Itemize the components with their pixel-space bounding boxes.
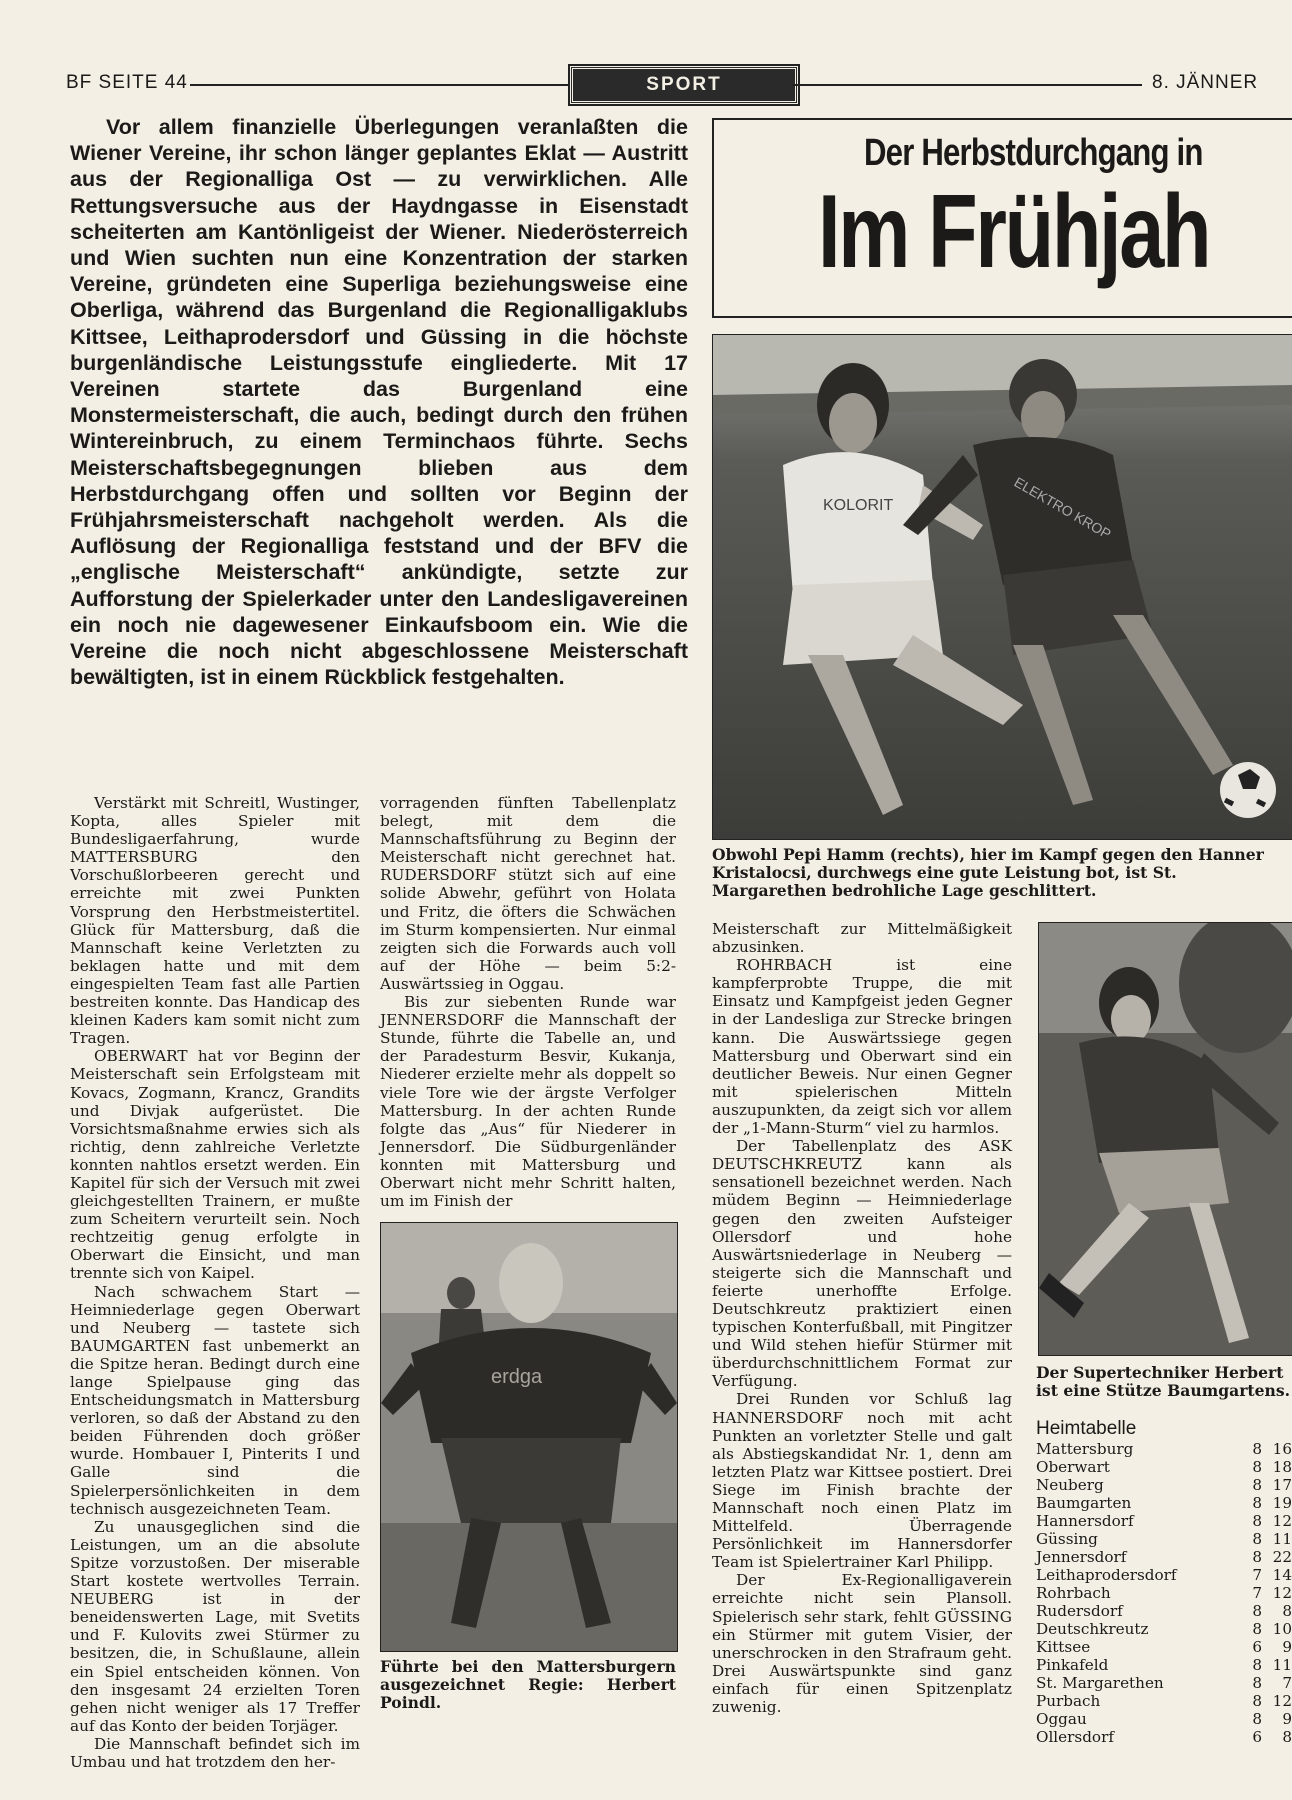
jersey-text-1: KOLORIT	[823, 497, 894, 514]
paragraph-guessing: Der Ex-Regionalligaverein erreichte nicht sein Plansoll. Spielerisch sehr stark, fehlt GÜSSING ein Stürmer mit gutem Visier, der unerschrocken in den Strafraum geht. Drei Auswärtspunkte sind ganz einfach für einen Spitzenplatz zuwenig.	[712, 1571, 1012, 1717]
paragraph-oberwart: OBERWART hat vor Beginn der Meisterschaft sein Erfolgsteam mit Kovacs, Zogmann, Krancz, Grandits und Divjak aufgerüstet. Die Vorsichtsmaßnahme erwies sich als richtig, denn zahlreiche Verletzte konnten nahtlos ersetzt werden. Ein Kapitel für sich der Versuch mit zwei gleichgestellten Trainern, er mußte zum Scheitern verurteilt sein. Noch rechtzeitig genug erfolgte in Oberwart die Einsicht, und man trennte sich von Kaipel.	[70, 1047, 360, 1283]
points: 12	[1272, 1692, 1292, 1710]
games-played: 6	[1252, 1728, 1262, 1746]
article-column-3	[712, 920, 1012, 1716]
photo-football-duel	[712, 334, 1292, 840]
team-name: Jennersdorf	[1036, 1548, 1127, 1566]
points: 12	[1272, 1512, 1292, 1530]
games-played: 8	[1252, 1602, 1262, 1620]
points: 19	[1272, 1494, 1292, 1512]
table-row	[1036, 1674, 1292, 1692]
table-row	[1036, 1710, 1292, 1728]
headline-box	[712, 118, 1292, 318]
games-played: 8	[1252, 1620, 1262, 1638]
issue-date: 8. JÄNNER	[1152, 72, 1259, 93]
team-name: Deutschkreutz	[1036, 1620, 1149, 1638]
points: 16	[1272, 1440, 1292, 1458]
header-rule-right	[792, 84, 1142, 86]
points: 22	[1272, 1548, 1292, 1566]
games-played: 8	[1252, 1674, 1262, 1692]
article-column-2	[380, 794, 676, 1210]
team-name: Ollersdorf	[1036, 1728, 1114, 1746]
jersey-text-3: erdga	[491, 1366, 543, 1388]
team-name: Oberwart	[1036, 1458, 1110, 1476]
table-row	[1036, 1548, 1292, 1566]
paragraph-baumgarten: Nach schwachem Start — Heimniederlage gegen Oberwart und Neuberg — tastete sich BAUMGARTEN fast unbemerkt an die Spitze heran. Bedingt durch eine lange Spielpause ging das Entscheidungsmatch in Mattersburg verloren, so daß der Abstand zu den beiden Führenden doch größer wurde. Hombauer I, Pinterits I und Galle sind die Spielerpersönlichkeiten in dem technisch ausgezeichneten Team.	[70, 1282, 360, 1518]
photo-herbert-poindl	[380, 1222, 678, 1652]
points: 11	[1272, 1656, 1292, 1674]
points: 11	[1272, 1530, 1292, 1548]
games-played: 8	[1252, 1512, 1262, 1530]
table-row	[1036, 1440, 1292, 1458]
points: 7	[1282, 1674, 1292, 1692]
table-row	[1036, 1566, 1292, 1584]
games-played: 8	[1252, 1656, 1262, 1674]
games-played: 8	[1252, 1440, 1262, 1458]
team-name: Mattersburg	[1036, 1440, 1134, 1458]
article-column-1	[70, 794, 360, 1771]
games-played: 8	[1252, 1458, 1262, 1476]
home-table	[1036, 1440, 1292, 1746]
table-row	[1036, 1584, 1292, 1602]
team-name: Pinkafeld	[1036, 1656, 1109, 1674]
table-row	[1036, 1620, 1292, 1638]
table-row	[1036, 1530, 1292, 1548]
table-row	[1036, 1692, 1292, 1710]
games-played: 7	[1252, 1584, 1262, 1602]
table-title: Heimtabelle	[1036, 1418, 1137, 1439]
paragraph-rohrbach: ROHRBACH ist eine kampferprobte Truppe, die mit Einsatz und Kampfgeist jeden Gegner in der Landesliga zur Strecke bringen kann. Die Auswärtssiege gegen Mattersburg und Oberwart sind ein deutlicher Beweis. Nur einen Gegner mit spielerischen Mitteln auszupunkten, da zeigt sich vor allem der „1-Mann-Sturm“ viel zu harmlos.	[712, 956, 1012, 1138]
team-name: Hannersdorf	[1036, 1512, 1134, 1530]
team-name: Rudersdorf	[1036, 1602, 1123, 1620]
games-played: 6	[1252, 1638, 1262, 1656]
table-row	[1036, 1512, 1292, 1530]
table-row	[1036, 1602, 1292, 1620]
points: 8	[1282, 1728, 1292, 1746]
games-played: 7	[1252, 1566, 1262, 1584]
paragraph-jennersdorf: Bis zur siebenten Runde war JENNERSDORF die Mannschaft der Stunde, führte die Tabelle an, und der Paradesturm Besvir, Kukanja, Niederer erzielte mehr als doppelt so viele Tore wie der ärgste Verfolger Mattersburg. In der achten Runde folgte das „Aus“ für Niederer in Jennersdorf. Die Südburgenländer konnten mit Mattersburg und Oberwart nicht mehr Schritt halten, um im Finish der	[380, 993, 676, 1211]
team-name: St. Margarethen	[1036, 1674, 1164, 1692]
table-row	[1036, 1656, 1292, 1674]
team-name: Rohrbach	[1036, 1584, 1111, 1602]
points: 9	[1282, 1710, 1292, 1728]
paragraph-hannersdorf: Drei Runden vor Schluß lag HANNERSDORF noch mit acht Punkten an vorletzter Stelle und galt als Abstiegskandidat Nr. 1, denn am letzten Platz war Kittsee postiert. Drei Siege im Finish brachte der Mannschaft noch einen Platz im Mittelfeld. Überragende Persönlichkeit im Hannersdorfer Team ist Spielertrainer Karl Philipp.	[712, 1390, 1012, 1572]
games-played: 8	[1252, 1710, 1262, 1728]
team-name: Leithaprodersdorf	[1036, 1566, 1177, 1584]
page-number: BF SEITE 44	[66, 72, 188, 93]
team-name: Neuberg	[1036, 1476, 1104, 1494]
points: 8	[1282, 1602, 1292, 1620]
header-rule-left	[190, 84, 570, 86]
points: 14	[1272, 1566, 1292, 1584]
photo-caption-1: Obwohl Pepi Hamm (rechts), hier im Kampf gegen den Hanner Kristalocsi, durchwegs eine gute Leistung bot, ist St. Margarethen bedrohliche Lage geschlittert.	[712, 845, 1264, 900]
points: 12	[1272, 1584, 1292, 1602]
table-row	[1036, 1638, 1292, 1656]
paragraph-mittelmass: Meisterschaft zur Mittelmäßigkeit abzusinken.	[712, 920, 1012, 957]
table-row	[1036, 1494, 1292, 1512]
section-label: SPORT	[570, 66, 798, 104]
paragraph-deutschkreutz: Der Tabellenplatz des ASK DEUTSCHKREUTZ kann als sensationell bezeichnet werden. Nach müdem Beginn — Heimniederlage gegen den zweiten Aufsteiger Ollersdorf und hohe Auswärtsniederlage in Neuberg — steigerte sich die Mannschaft und feierte unerhoffte Erfolge. Deutschkreutz praktiziert einen typischen Konterfußball, mit Pingitzer und Wild stehen hiefür Stürmer mit überdurchschnittlichem Format zur Verfügung.	[712, 1137, 1012, 1391]
points: 9	[1282, 1638, 1292, 1656]
photo-herbert-kick	[1038, 922, 1292, 1356]
points: 10	[1272, 1620, 1292, 1638]
table-row	[1036, 1458, 1292, 1476]
paragraph-rudersdorf: vorragenden fünften Tabellenplatz belegt, mit dem die Mannschaftsführung zu Beginn der Meisterschaft nicht gerechnet hat. RUDERSDORF stützt sich auf eine solide Abwehr, geführt von Holata und Fritz, die öfters die Schwächen im Sturm kompensierten. Nur einmal zeigten sich die Forwards auch voll auf der Höhe — beim 5:2-Auswärtssieg in Oggau.	[380, 794, 676, 993]
paragraph-mattersburg: Verstärkt mit Schreitl, Wustinger, Kopta, alles Spieler mit Bundesligaerfahrung, wurde MATTERSBURG den Vorschußlorbeeren gerecht und erreichte mit zwei Punkten Vorsprung den Herbstmeistertitel. Glück für Mattersburg, daß die Mannschaft keine Verletzten zu beklagen hatte und mit dem eingespielten Team fast alle Partien bestreiten konnte. Das Handicap des kleinen Kaders kam somit nicht zum Tragen.	[70, 794, 360, 1048]
games-played: 8	[1252, 1494, 1262, 1512]
photo-caption-3: Der Supertechniker Herbert ist eine Stütze Baumgartens.	[1036, 1363, 1291, 1400]
games-played: 8	[1252, 1548, 1262, 1566]
lead-paragraph: Vor allem finanzielle Überlegungen veranlaßten die Wiener Vereine, ihr schon länger geplantes Eklat — Austritt aus der Regionalliga Ost — zu verwirklichen. Alle Rettungsversuche aus der Haydngasse in Eisenstadt scheiterten am Kantönligeist der Wiener. Niederösterreich und Wien suchten nun eine Konzentration der starken Vereine, gründeten eine Superliga beziehungsweise eine Oberliga, während das Burgenland die Regionalligaklubs Kittsee, Leithaprodersdorf und Güssing in die höchste burgenländische Leistungsstufe eingliederte. Mit 17 Vereinen startete das Burgenland eine Monstermeisterschaft, die auch, bedingt durch den frühen Wintereinbruch, zu einem Terminchaos führte. Sechs Meisterschaftsbegegnungen blieben aus dem Herbstdurchgang offen und sollten vor Beginn der Frühjahrsmeisterschaft nachgeholt werden. Als die Auflösung der Regionalliga feststand und der BFV die „englische Meisterschaft“ ankündigte, setzte zur Aufforstung der Spielerkader unter den Landesligavereinen ein noch nie dagewesener Einkaufsboom ein. Wie die Vereine die noch nicht abgeschlossene Meisterschaft bewältigten, ist in einem Rückblick festgehalten.	[70, 115, 688, 690]
paragraph-neuberg: Zu unausgeglichen sind die Leistungen, um an die absolute Spitze vorzustoßen. Der miserable Start kostete wertvolles Terrain. NEUBERG ist in der beneidenswerten Lage, mit Svetits und F. Kulovits zwei Stürmer zu besitzen, die, in Schußlaune, allein ein Spiel entscheiden können. Von den insgesamt 24 erzielten Toren gehen nicht weniger als 17 Treffer auf das Konto der beiden Torjäger.	[70, 1517, 360, 1735]
table-row	[1036, 1476, 1292, 1494]
team-name: Purbach	[1036, 1692, 1101, 1710]
games-played: 8	[1252, 1476, 1262, 1494]
paragraph-umbau: Die Mannschaft befindet sich im Umbau und hat trotzdem den her-	[70, 1734, 360, 1771]
team-name: Kittsee	[1036, 1638, 1091, 1656]
team-name: Güssing	[1036, 1530, 1098, 1548]
photo-caption-2: Führte bei den Mattersburgern ausgezeichnet Regie: Herbert Poindl.	[380, 1657, 676, 1712]
games-played: 8	[1252, 1530, 1262, 1548]
points: 18	[1272, 1458, 1292, 1476]
headline-line-1: Der Herbstdurchgang in	[864, 132, 1203, 174]
jersey-text-2: ELEKTRO KROP	[1011, 473, 1114, 543]
headline-line-2: Im Frühjah	[818, 174, 1210, 290]
points: 17	[1272, 1476, 1292, 1494]
table-row	[1036, 1728, 1292, 1746]
games-played: 8	[1252, 1692, 1262, 1710]
team-name: Baumgarten	[1036, 1494, 1132, 1512]
team-name: Oggau	[1036, 1710, 1087, 1728]
